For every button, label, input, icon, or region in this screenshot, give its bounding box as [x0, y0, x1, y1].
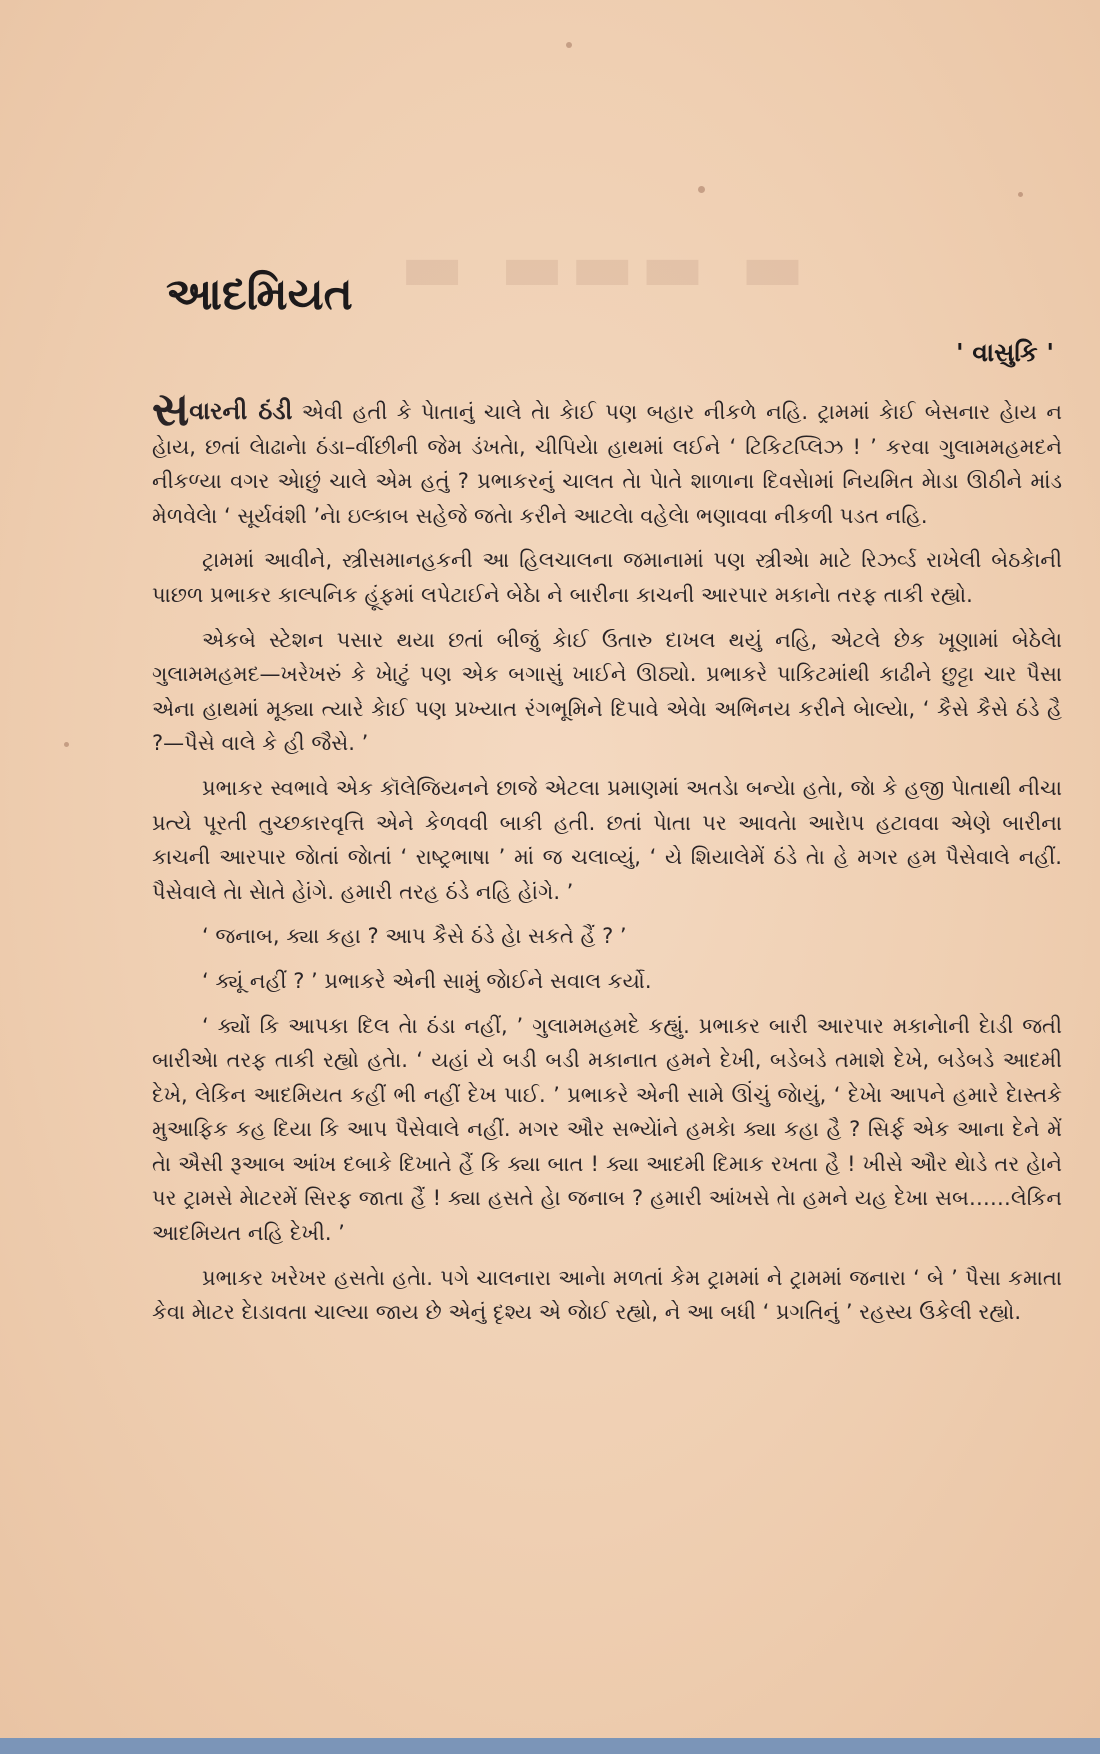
paragraph-1 [152, 382, 1063, 533]
scan-edge [0, 1738, 1100, 1754]
paper-speck [698, 186, 705, 193]
article-body [152, 382, 1063, 1340]
paper-speck [1018, 192, 1023, 197]
paragraph-3: એકબે સ્ટેશન પસાર થયા છતાં બીજું કેાઈ ઉતારુ દાખલ થયું નહિ, એટલે છેક ખૂણામાં બેઠેલેા ગુલામમહમદ—ખરેખરું કે ખેાટું પણ એક બગાસું ખાઈને ઊઠ્યો. પ્રભાકરે પાકિટમાંથી કાઢીને છુટ્ટા ચાર પૈસા એના હાથમાં મૂક્યા ત્યારે કેાઈ પણ પ્રખ્યાત રંગભૂમિને દિપાવે એવેા અભિનય કરીને બેાલ્યેા, ‘ કૈસે કૈસે ઠંડે હૈ ?—પૈસે વાલે કે હી જૈસે. ’ [152, 627, 1062, 756]
paragraph-2: ટ્રામમાં આવીને, સ્ત્રીસમાનહકની આ હિલચાલના જમાનામાં પણ સ્ત્રીએા માટે રિઝર્વ્ડ રાખેલી બેઠકેાની પાછળ પ્રભાકર કાલ્પનિક હૂંફમાં લપેટાઈને બેઠેા ને બારીના કાચની આરપાર મકાનેા તરફ તાકી રહ્યો. [152, 548, 1062, 607]
paragraph-5: ‘ જનાબ, ક્યા કહા ? આપ કૈસે ઠંડે હેા સકતે હૈં ? ’ [202, 924, 627, 949]
paragraph-8: પ્રભાકર ખરેખર હસતેા હતેા. પગે ચાલનારા આનેા મળતાં કેમ ટ્રામમાં ને ટ્રામમાં જનારા ‘ બે ’ પૈસા કમાતા કેવા મેાટર દેાડાવતા ચાલ્યા જાય છે એનું દૃશ્ય એ જેાઈ રહ્યો, ને આ બધી ‘ પ્રગતિનું ’ રહસ્ય ઉકેલી રહ્યો. [152, 1265, 1062, 1325]
paragraph-6: ‘ ક્યૂં નહીં ? ’ પ્રભાકરે એની સામું જેાઈને સવાલ કર્યો. [202, 968, 652, 993]
lead-words: વારની ઠંડી [189, 397, 293, 425]
paragraph-4: પ્રભાકર સ્વભાવે એક કૉલેજિયનને છાજે એટલા પ્રમાણમાં અતડેા બન્યેા હતેા, જેા કે હજી પેાતાથી નીચા પ્રત્યે પૂરતી તુચ્છકારવૃત્તિ એને કેળવવી બાકી હતી. છતાં પેાતા પર આવતેા આરેાપ હટાવવા એણે બારીના કાચની આરપાર જેાતાં જેાતાં ‘ રાષ્ટ્રભાષા ’ માં જ ચલાવ્યું, ‘ યે શિયાલેમેં ઠંડે તેા હે મગર હમ પૈસેવાલે નહીં. પૈસેવાલે તેા સેાતે હેાંગે. હમારી તરહ ઠંડે નહિ હેાંગે. ’ [152, 775, 1062, 904]
article-title: આદમિયત [166, 269, 353, 321]
paper-speck [64, 742, 69, 747]
drop-cap: સ [152, 382, 190, 436]
paragraph-text: એવી હતી કે પેાતાનું ચાલે તેા કેાઈ પણ બહાર નીકળે નહિ. ટ્રામમાં કેાઈ બેસનાર હેાય ન હેાય, છતાં લેાઢાનેા ઠંડા–વીંછીની જેમ ડંખતેા, ચીપિયેા હાથમાં લઈને ‘ ટિકિટપ્લિઝ ! ’ કરવા ગુલામમહમદને નીકળ્યા વગર એાછું ચાલે એમ હતું ? પ્રભાકરનું ચાલત તેા પેાતે શાળાના દિવસેામાં નિયમિત મેાડા ઊઠીને માંડ મેળવેલેા ‘ સૂર્યવંશી ’નેા ઇલ્કાબ સહેજે જતેા કરીને આટલેા વહેલેા ભણાવવા નીકળી પડત નહિ. [152, 400, 1063, 528]
author-name: ' વાસુકિ ' [956, 338, 1054, 367]
show-through-text: ▬ ▬▬▬ ▬ [400, 228, 811, 307]
paragraph-7: ‘ ક્યોં કિ આપકા દિલ તેા ઠંડા નહીં, ’ ગુલામમહમદે કહ્યું. પ્રભાકર બારી આરપાર મકાનેાની દેાડી જતી બારીએા તરફ તાકી રહ્યો હતેા. ‘ યહાં યે બડી બડી મકાનાત હમને દેખી, બડેબડે તમાશે દેખે, બડેબડે આદમી દેખે, લેકિન આદમિયત કહીં ભી નહીં દેખ પાઈ. ’ પ્રભાકરે એની સામે ઊંચું જેાયું, ‘ દેખેા આપને હમારે દેાસ્તકે મુઆફિક કહ દિયા કિ આપ પૈસેવાલે નહીં. મગર ઔર સભ્યેાંને હમકેા ક્યા કહા હૈ ? સિર્ફ એક આના દેને મેં તેા ઐસી રૂઆબ આંખ દબાકે દિખાતે હૈં કિ ક્યા બાત ! ક્યા આદમી દિમાક રખતા હૈ ! ખીસે ઔર થેાડે તર હેાને પર ટ્રામસે મેાટરમેં સિરફ જાતા હૈં ! ક્યા હસતે હેા જનાબ ? હમારી આંખસે તેા હમને યહ દેખા સબ……લેકિન આદમિયત નહિ દેખી. ’ [152, 1013, 1062, 1246]
paper-speck [566, 42, 572, 48]
